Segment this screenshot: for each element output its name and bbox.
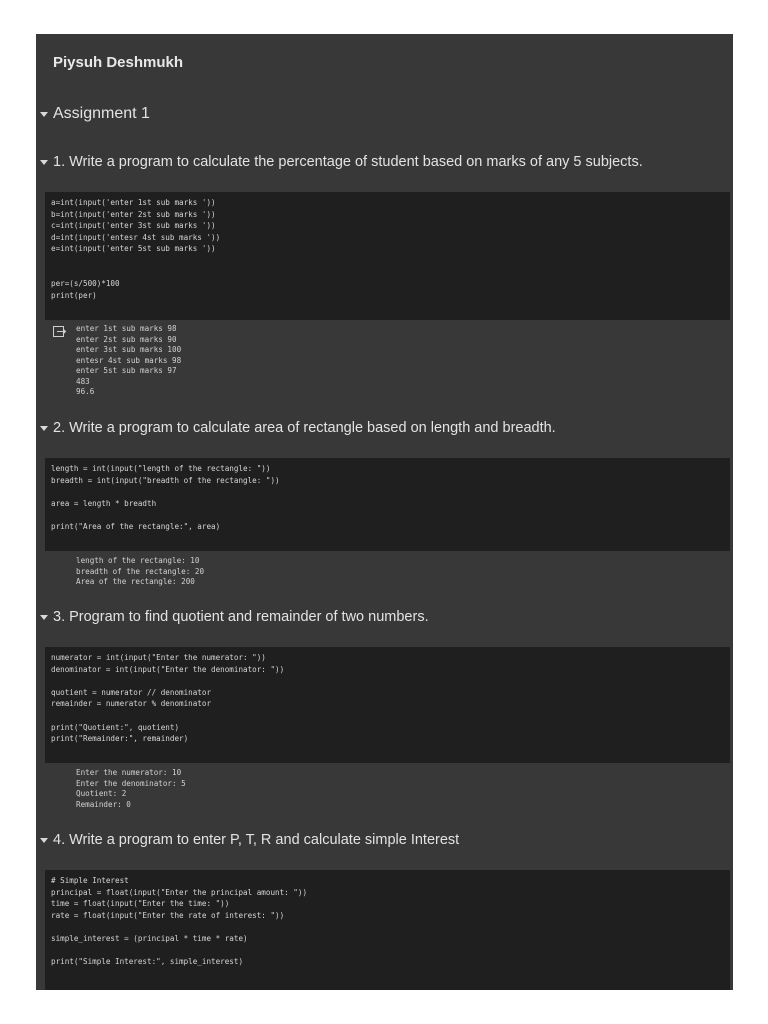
output-text-3: Enter the numerator: 10 Enter the denominator: 5 Quotient: 2 Remainder: 0 xyxy=(76,768,186,809)
output-cell-2 xyxy=(45,556,730,592)
caret-down-icon[interactable] xyxy=(37,833,51,847)
question-3-heading[interactable] xyxy=(36,609,733,625)
question-1-heading[interactable] xyxy=(36,154,733,170)
notebook-page xyxy=(36,34,733,990)
output-text-2: length of the rectangle: 10 breadth of the rectangle: 20 Area of the rectangle: 200 xyxy=(76,556,205,586)
question-3-title: 3. Program to find quotient and remainder of two numbers. xyxy=(53,609,429,625)
question-4-heading[interactable] xyxy=(36,832,733,848)
code-cell-1[interactable]: a=int(input('enter 1st sub marks ')) b=int(input('enter 2st sub marks ')) c=int(input('enter 3st sub marks ')) d=int(input('entesr 4st sub marks ')) e=int(input('enter 5st sub marks ')) per=(s/500)*100 print(per) xyxy=(45,192,730,320)
caret-down-icon[interactable] xyxy=(37,421,51,435)
author-name: Piysuh Deshmukh xyxy=(53,54,184,71)
code-cell-2[interactable]: length = int(input("length of the rectangle: ")) breadth = int(input("breadth of the rectangle: ")) area = length * breadth print("Area of the rectangle:", area) xyxy=(45,458,730,551)
output-cell-1 xyxy=(45,324,730,400)
output-text-1: enter 1st sub marks 98 enter 2st sub marks 90 enter 3st sub marks 100 entesr 4st sub marks 98 enter 5st sub marks 97 483 96.6 xyxy=(76,324,182,396)
question-1-title: 1. Write a program to calculate the percentage of student based on marks of any 5 subjects. xyxy=(53,154,643,170)
code-cell-3[interactable]: numerator = int(input("Enter the numerator: ")) denominator = int(input("Enter the denominator: ")) quotient = numerator // denominator remainder = numerator % denominator print("Quotient:", quotient) print("Remainder:", remainder) xyxy=(45,647,730,763)
section-title: Assignment 1 xyxy=(53,105,150,122)
caret-down-icon[interactable] xyxy=(37,610,51,624)
output-redirect-icon[interactable] xyxy=(53,325,67,337)
question-2-heading[interactable] xyxy=(36,420,733,436)
section-heading-assignment-1[interactable] xyxy=(36,105,733,123)
caret-down-icon[interactable] xyxy=(37,155,51,169)
output-cell-3 xyxy=(45,768,730,814)
question-2-title: 2. Write a program to calculate area of rectangle based on length and breadth. xyxy=(53,420,556,436)
caret-down-icon[interactable] xyxy=(37,107,51,121)
question-4-title: 4. Write a program to enter P, T, R and calculate simple Interest xyxy=(53,832,460,848)
code-cell-4[interactable]: # Simple Interest principal = float(input("Enter the principal amount: ")) time = float(input("Enter the time: ")) rate = float(input("Enter the rate of interest: ")) simple_interest = (principal * time * rate) print("Simple Interest:", simple_interest) xyxy=(45,870,730,990)
